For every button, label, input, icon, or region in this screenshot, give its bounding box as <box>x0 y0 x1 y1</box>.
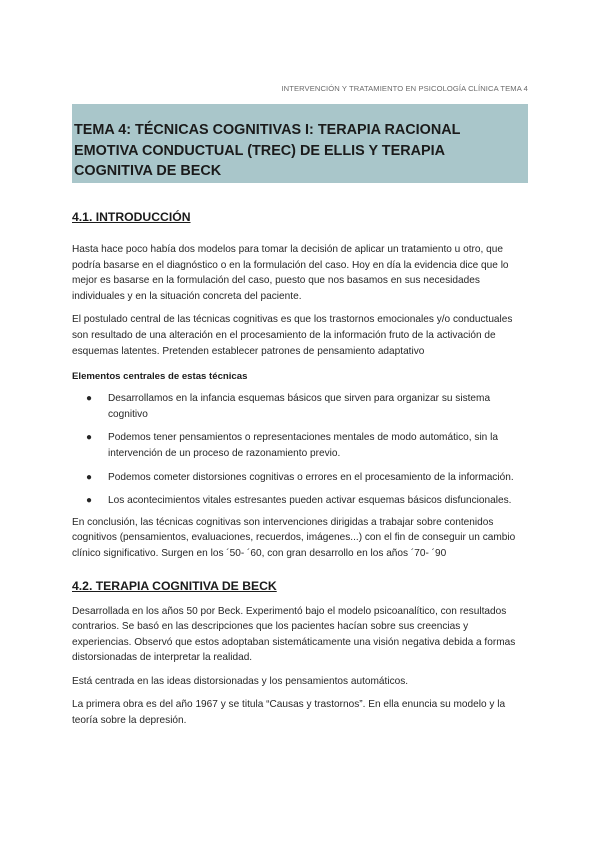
paragraph-intro-2: El postulado central de las técnicas cognitivas es que los trastornos emocionales y/o conductuales son resultado de una alteración en el procesamiento de la información fruto de la activación de esquemas latentes. Pretenden establecer patrones de pensamiento adaptativo <box>72 314 513 357</box>
running-header: INTERVENCIÓN Y TRATAMIENTO EN PSICOLOGÍA CLÍNICA TEMA 4 <box>281 84 528 93</box>
document-body <box>72 205 528 729</box>
list-item-text: Los acontecimientos vitales estresantes pueden activar esquemas básicos disfuncionales. <box>108 495 512 507</box>
bullet-icon: ● <box>86 393 93 405</box>
paragraph-intro-1: Hasta hace poco había dos modelos para tomar la decisión de aplicar un tratamiento u otro, que podría basarse en el diagnóstico o en la formulación del caso. Hoy en día la evidencia dice que lo mejor es basarse en la formulación del caso, puesto que nos basamos en sus necesidades individuales y en la situación concreta del paciente. <box>72 244 509 302</box>
bullet-list <box>72 391 528 509</box>
paragraph-beck-3: La primera obra es del año 1967 y se titula “Causas y trastornos”. En ella enuncia su modelo y la teoría sobre la depresión. <box>72 699 506 727</box>
title-band <box>72 104 528 183</box>
paragraph-beck-2: Está centrada en las ideas distorsionadas y los pensamientos automáticos. <box>72 675 409 687</box>
list-item-text: Desarrollamos en la infancia esquemas básicos que sirven para organizar su sistema cognitivo <box>108 393 491 420</box>
list-item <box>72 391 528 422</box>
bullet-icon: ● <box>86 495 93 507</box>
section-heading-beck: 4.2. TERAPIA COGNITIVA DE BECK <box>72 578 277 593</box>
section-heading-introduccion: 4.1. INTRODUCCIÓN <box>72 210 191 224</box>
bullet-icon: ● <box>86 471 93 483</box>
bullet-icon: ● <box>86 432 93 444</box>
paragraph-beck-1: Desarrollada en los años 50 por Beck. Experimentó bajo el modelo psicoanalítico, con resultados contrarios. Se basó en las descripciones que los pacientes hacían sobre sus creencias y experiencias. Observó que estos adoptaban sistemáticamente una visión negativa debida a formas distorsionadas de interpretar la realidad. <box>72 605 516 664</box>
subheading-elementos: Elementos centrales de estas técnicas <box>72 371 248 383</box>
list-item-text: Podemos tener pensamientos o representaciones mentales de modo automático, sin la intervención de un proceso de razonamiento previo. <box>108 432 498 459</box>
list-item-text: Podemos cometer distorsiones cognitivas o errores en el procesamiento de la información. <box>108 471 514 483</box>
paragraph-conclusion: En conclusión, las técnicas cognitivas son intervenciones dirigidas a trabajar sobre contenidos cognitivos (pensamientos, evaluaciones, recuerdos, imágenes...) con el fin de conseguir un cambio clínico significativo. Surgen en los ´50- ´60, con gran desarrollo en los años ´70- ´90 <box>72 516 516 559</box>
list-item <box>72 430 528 461</box>
list-item <box>72 470 528 486</box>
list-item <box>72 493 528 509</box>
page-title: TEMA 4: TÉCNICAS COGNITIVAS I: TERAPIA RACIONAL EMOTIVA CONDUCTUAL (TREC) DE ELLIS Y TERAPIA COGNITIVA DE BECK <box>74 122 461 179</box>
